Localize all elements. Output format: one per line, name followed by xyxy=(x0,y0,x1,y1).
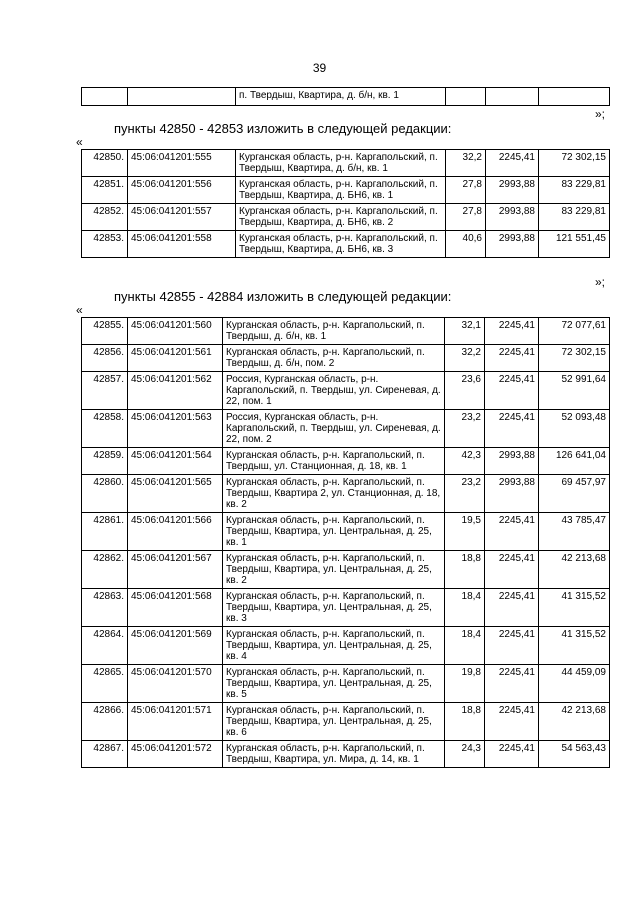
total-cell: 72 302,15 xyxy=(539,150,610,177)
cadastral-number-cell: 45:06:041201:560 xyxy=(128,318,223,345)
total-cell: 42 213,68 xyxy=(539,551,610,589)
table-row xyxy=(82,475,610,513)
table-row xyxy=(82,318,610,345)
area-cell: 23,2 xyxy=(445,475,485,513)
address-cell: Курганская область, р-н. Каргапольский, п. Твердыш, Квартира, ул. Центральная, д. 25, кв. 1 xyxy=(223,513,445,551)
row-number-cell: 42858. xyxy=(82,410,128,448)
cadastral-number-cell: 45:06:041201:563 xyxy=(128,410,223,448)
price-cell: 2245,41 xyxy=(485,410,539,448)
table-row xyxy=(82,551,610,589)
cadastral-number-cell: 45:06:041201:568 xyxy=(128,589,223,627)
top-fragment-table xyxy=(81,87,610,106)
row-number-cell: 42863. xyxy=(82,589,128,627)
table-row xyxy=(82,88,610,106)
table-row xyxy=(82,177,610,204)
row-number-cell: 42857. xyxy=(82,372,128,410)
area-cell: 19,8 xyxy=(445,665,485,703)
area-cell: 32,1 xyxy=(445,318,485,345)
opening-quote: « xyxy=(76,135,83,149)
opening-quote: « xyxy=(76,303,83,317)
total-cell: 72 302,15 xyxy=(539,345,610,372)
price-cell: 2245,41 xyxy=(485,345,539,372)
address-cell: Курганская область, р-н. Каргапольский, п. Твердыш, Квартира, ул. Центральная, д. 25, кв. 6 xyxy=(223,703,445,741)
section-heading: пункты 42850 - 42853 изложить в следующей редакции: xyxy=(114,121,452,136)
area-cell: 23,6 xyxy=(445,372,485,410)
row-number-cell: 42864. xyxy=(82,627,128,665)
price-cell: 2245,41 xyxy=(485,318,539,345)
area-cell: 18,4 xyxy=(445,589,485,627)
table-row xyxy=(82,410,610,448)
table-row xyxy=(82,741,610,768)
row-number-cell: 42851. xyxy=(82,177,128,204)
cadastral-number-cell: 45:06:041201:556 xyxy=(128,177,236,204)
table-row xyxy=(82,703,610,741)
total-cell: 126 641,04 xyxy=(539,448,610,475)
total-cell: 69 457,97 xyxy=(539,475,610,513)
table-row xyxy=(82,589,610,627)
table-row xyxy=(82,231,610,258)
price-cell: 2245,41 xyxy=(485,703,539,741)
area-cell: 32,2 xyxy=(446,150,486,177)
price-cell: 2245,41 xyxy=(485,741,539,768)
area-cell: 42,3 xyxy=(445,448,485,475)
address-cell: Курганская область, р-н. Каргапольский, п. Твердыш, Квартира, ул. Мира, д. 14, кв. 1 xyxy=(223,741,445,768)
price-cell: 2993,88 xyxy=(485,448,539,475)
page-number: 39 xyxy=(312,61,327,75)
area-cell: 18,8 xyxy=(445,551,485,589)
total-cell: 83 229,81 xyxy=(539,204,610,231)
total-cell: 72 077,61 xyxy=(539,318,610,345)
price-cell: 2245,41 xyxy=(485,372,539,410)
section-heading: пункты 42855 - 42884 изложить в следующей редакции: xyxy=(114,289,452,304)
section2-table xyxy=(81,317,610,768)
row-number-cell: 42865. xyxy=(82,665,128,703)
price-cell: 2993,88 xyxy=(486,177,539,204)
row-number-cell: 42853. xyxy=(82,231,128,258)
address-cell: Курганская область, р-н. Каргапольский, п. Твердыш, д. б/н, пом. 2 xyxy=(223,345,445,372)
cadastral-number-cell: 45:06:041201:562 xyxy=(128,372,223,410)
row-number-cell: 42867. xyxy=(82,741,128,768)
area-cell: 27,8 xyxy=(446,177,486,204)
total-cell: 42 213,68 xyxy=(539,703,610,741)
total-cell: 54 563,43 xyxy=(539,741,610,768)
table-row xyxy=(82,345,610,372)
closing-quote: »; xyxy=(595,107,606,121)
total-cell: 41 315,52 xyxy=(539,589,610,627)
row-number-cell: 42862. xyxy=(82,551,128,589)
row-number-cell: 42850. xyxy=(82,150,128,177)
price-cell: 2245,41 xyxy=(485,589,539,627)
total-cell: 44 459,09 xyxy=(539,665,610,703)
price-cell: 2245,41 xyxy=(485,513,539,551)
row-number-cell: 42861. xyxy=(82,513,128,551)
row-number-cell: 42859. xyxy=(82,448,128,475)
cadastral-number-cell: 45:06:041201:561 xyxy=(128,345,223,372)
cadastral-number-cell: 45:06:041201:564 xyxy=(128,448,223,475)
row-number-cell: 42860. xyxy=(82,475,128,513)
address-cell: Курганская область, р-н. Каргапольский, п. Твердыш, Квартира, ул. Центральная, д. 25, кв. 3 xyxy=(223,589,445,627)
table-row xyxy=(82,150,610,177)
cadastral-number-cell: 45:06:041201:567 xyxy=(128,551,223,589)
closing-quote: »; xyxy=(595,275,606,289)
address-cell: Курганская область, р-н. Каргапольский, п. Твердыш, Квартира, д. б/н, кв. 1 xyxy=(236,150,446,177)
address-cell: Курганская область, р-н. Каргапольский, п. Твердыш, Квартира 2, ул. Станционная, д. 18, кв. 2 xyxy=(223,475,445,513)
area-cell: 32,2 xyxy=(445,345,485,372)
area-cell: 18,4 xyxy=(445,627,485,665)
cadastral-number-cell: 45:06:041201:572 xyxy=(128,741,223,768)
address-cell: Курганская область, р-н. Каргапольский, п. Твердыш, Квартира, д. БН6, кв. 1 xyxy=(236,177,446,204)
address-cell: Курганская область, р-н. Каргапольский, п. Твердыш, Квартира, ул. Центральная, д. 25, кв. 5 xyxy=(223,665,445,703)
row-number-cell: 42856. xyxy=(82,345,128,372)
address-cell: Курганская область, р-н. Каргапольский, п. Твердыш, ул. Станционная, д. 18, кв. 1 xyxy=(223,448,445,475)
price-cell: 2993,88 xyxy=(486,204,539,231)
row-number-cell: 42866. xyxy=(82,703,128,741)
area-cell: 27,8 xyxy=(446,204,486,231)
row-number-cell: 42852. xyxy=(82,204,128,231)
price-cell: 2245,41 xyxy=(485,627,539,665)
address-cell: Курганская область, р-н. Каргапольский, п. Твердыш, Квартира, ул. Центральная, д. 25, кв. 2 xyxy=(223,551,445,589)
cadastral-number-cell: 45:06:041201:565 xyxy=(128,475,223,513)
address-cell: Россия, Курганская область, р-н. Каргапольский, п. Твердыш, ул. Сиреневая, д. 22, пом. 2 xyxy=(223,410,445,448)
table-row xyxy=(82,665,610,703)
area-cell: 24,3 xyxy=(445,741,485,768)
table-row xyxy=(82,513,610,551)
table-row xyxy=(82,448,610,475)
total-cell: 121 551,45 xyxy=(539,231,610,258)
price-cell: 2245,41 xyxy=(485,665,539,703)
section1-table xyxy=(81,149,610,258)
total-cell: 52 093,48 xyxy=(539,410,610,448)
area-cell: 40,6 xyxy=(446,231,486,258)
address-cell: Россия, Курганская область, р-н. Каргапольский, п. Твердыш, ул. Сиреневая, д. 22, пом. 1 xyxy=(223,372,445,410)
address-cell: Курганская область, р-н. Каргапольский, п. Твердыш, Квартира, д. БН6, кв. 2 xyxy=(236,204,446,231)
area-cell: 18,8 xyxy=(445,703,485,741)
address-cell: п. Твердыш, Квартира, д. б/н, кв. 1 xyxy=(236,88,446,106)
cadastral-number-cell: 45:06:041201:571 xyxy=(128,703,223,741)
price-cell: 2245,41 xyxy=(486,150,539,177)
address-cell: Курганская область, р-н. Каргапольский, п. Твердыш, д. б/н, кв. 1 xyxy=(223,318,445,345)
total-cell: 43 785,47 xyxy=(539,513,610,551)
table-row xyxy=(82,372,610,410)
cadastral-number-cell: 45:06:041201:569 xyxy=(128,627,223,665)
cadastral-number-cell: 45:06:041201:566 xyxy=(128,513,223,551)
cadastral-number-cell: 45:06:041201:558 xyxy=(128,231,236,258)
area-cell: 19,5 xyxy=(445,513,485,551)
address-cell: Курганская область, р-н. Каргапольский, п. Твердыш, Квартира, д. БН6, кв. 3 xyxy=(236,231,446,258)
total-cell: 52 991,64 xyxy=(539,372,610,410)
table-row xyxy=(82,204,610,231)
price-cell: 2245,41 xyxy=(485,551,539,589)
total-cell: 83 229,81 xyxy=(539,177,610,204)
address-cell: Курганская область, р-н. Каргапольский, п. Твердыш, Квартира, ул. Центральная, д. 25, кв. 4 xyxy=(223,627,445,665)
row-number-cell: 42855. xyxy=(82,318,128,345)
cadastral-number-cell: 45:06:041201:570 xyxy=(128,665,223,703)
cadastral-number-cell: 45:06:041201:557 xyxy=(128,204,236,231)
area-cell: 23,2 xyxy=(445,410,485,448)
table-row xyxy=(82,627,610,665)
price-cell: 2993,88 xyxy=(485,475,539,513)
cadastral-number-cell: 45:06:041201:555 xyxy=(128,150,236,177)
price-cell: 2993,88 xyxy=(486,231,539,258)
total-cell: 41 315,52 xyxy=(539,627,610,665)
